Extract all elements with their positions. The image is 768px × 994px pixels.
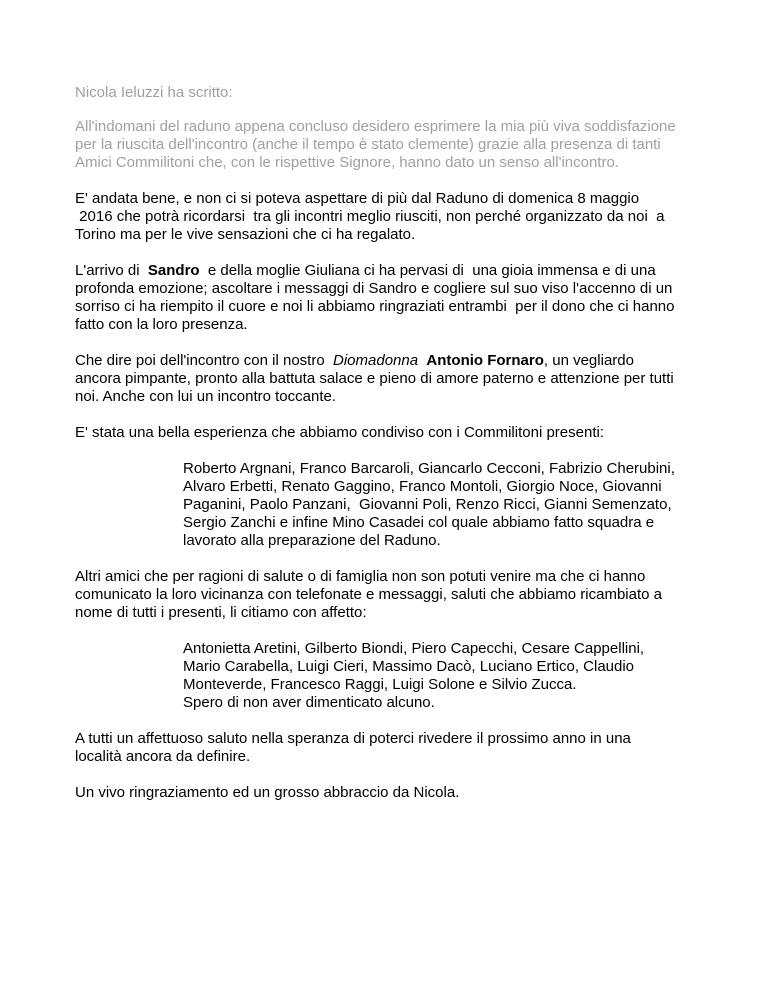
paragraph-line	[75, 352, 705, 370]
italic-diomadonna: Diomadonna	[333, 352, 419, 369]
paragraph-line: Torino ma per le vive sensazioni che ci ha regalato.	[75, 226, 416, 243]
attendees-list	[183, 460, 705, 550]
paragraph-sandro	[75, 262, 705, 334]
paragraph-greeting	[75, 730, 705, 766]
paragraph-fornaro	[75, 352, 705, 406]
quoted-line: All'indomani del raduno appena concluso desidero esprimere la mia più viva soddisfazione	[75, 118, 676, 135]
paragraph-line: nome di tutti i presenti, li citiamo con affetto:	[75, 604, 367, 621]
list-line: Roberto Argnani, Franco Barcaroli, Giancarlo Cecconi, Fabrizio Cherubini,	[183, 460, 675, 477]
paragraph-line: 2016 che potrà ricordarsi tra gli incontri meglio riusciti, non perché organizzato da noi a	[75, 208, 665, 225]
name-sandro: Sandro	[147, 262, 200, 279]
paragraph-line: profonda emozione; ascoltare i messaggi di Sandro e cogliere sul suo viso l'accenno di un	[75, 280, 673, 297]
list-line: Alvaro Erbetti, Renato Gaggino, Franco Montoli, Giorgio Noce, Giovanni	[183, 478, 662, 495]
paragraph-experience: E' stata una bella esperienza che abbiamo condiviso con i Commilitoni presenti:	[75, 424, 604, 441]
paragraph-line: fatto con la loro presenza.	[75, 316, 248, 333]
list-line: Spero di non aver dimenticato alcuno.	[183, 694, 435, 711]
paragraph-line: sorriso ci ha riempito il cuore e noi li abbiamo ringraziati entrambi per il dono che ci hanno	[75, 298, 675, 315]
quoted-line: per la riuscita dell'incontro (anche il tempo è stato clemente) grazie alla presenza di tanti	[75, 136, 661, 153]
quoted-line: Amici Commilitoni che, con le rispettive Signore, hanno dato un senso all'incontro.	[75, 154, 619, 171]
absent-list	[183, 640, 705, 712]
paragraph-line: località ancora da definire.	[75, 748, 251, 765]
quoted-message	[75, 118, 705, 172]
list-line: Antonietta Aretini, Gilberto Biondi, Piero Capecchi, Cesare Cappellini,	[183, 640, 645, 657]
paragraph-line: noi. Anche con lui un incontro toccante.	[75, 388, 337, 405]
text-run: e della moglie Giuliana ci ha pervasi di una gioia immensa e di una	[199, 262, 656, 279]
text-run: , un vegliardo	[543, 352, 634, 369]
list-line: lavorato alla preparazione del Raduno.	[183, 532, 441, 549]
paragraph-line: E' andata bene, e non ci si poteva aspettare di più dal Raduno di domenica 8 maggio	[75, 190, 640, 207]
paragraph-line: ancora pimpante, pronto alla battuta salace e pieno di amore paterno e attenzione per tutti	[75, 370, 674, 387]
list-line: Sergio Zanchi e infine Mino Casadei col quale abbiamo fatto squadra e	[183, 514, 655, 531]
quote-author: Nicola Ieluzzi ha scritto:	[75, 84, 233, 101]
paragraph-outcome	[75, 190, 705, 244]
list-line: Monteverde, Francesco Raggi, Luigi Solone e Silvio Zucca.	[183, 676, 577, 693]
paragraph-closing: Un vivo ringraziamento ed un grosso abbraccio da Nicola.	[75, 784, 460, 801]
paragraph-line: Altri amici che per ragioni di salute o di famiglia non son potuti venire ma che ci hanno	[75, 568, 646, 585]
name-antonio-fornaro: Antonio Fornaro	[426, 352, 544, 369]
paragraph-line: comunicato la loro vicinanza con telefonate e messaggi, saluti che abbiamo ricambiato a	[75, 586, 662, 603]
text-run: L'arrivo di	[75, 262, 148, 279]
paragraph-line: A tutti un affettuoso saluto nella speranza di poterci rivedere il prossimo anno in una	[75, 730, 631, 747]
paragraph-absent-friends	[75, 568, 705, 622]
list-line: Mario Carabella, Luigi Cieri, Massimo Dacò, Luciano Ertico, Claudio	[183, 658, 635, 675]
paragraph-line	[75, 262, 705, 280]
list-line: Paganini, Paolo Panzani, Giovanni Poli, Renzo Ricci, Gianni Semenzato,	[183, 496, 672, 513]
text-run: Che dire poi dell'incontro con il nostro	[75, 352, 334, 369]
letter-document	[75, 84, 705, 820]
